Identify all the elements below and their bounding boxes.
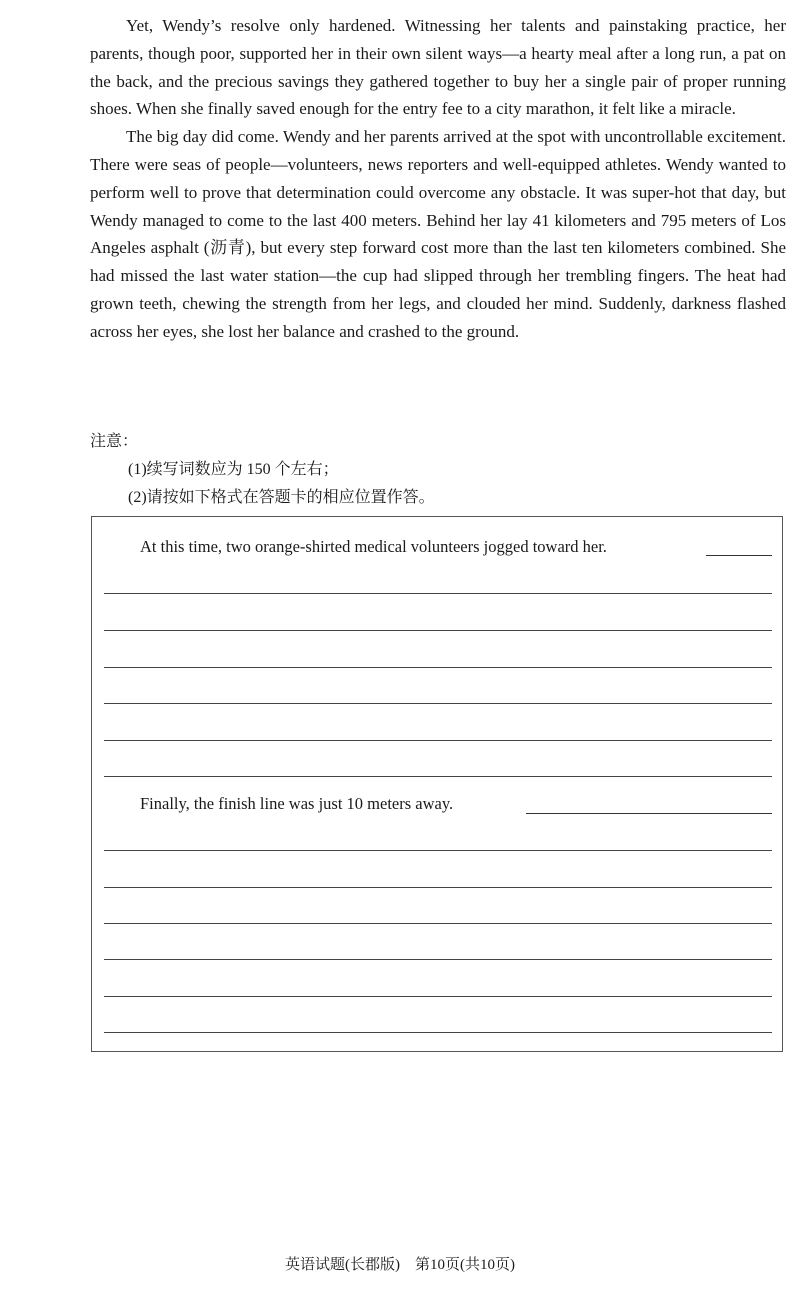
answer-line[interactable]	[104, 776, 772, 777]
instruction-word-count: (1)续写词数应为 150 个左右；	[128, 461, 339, 478]
passage-paragraph-2: The big day did come. Wendy and her parents arrived at the spot with uncontrollable excitement. There were seas of people—volunteers, news reporters and well-equipped athletes. Wendy wanted to perform well to prove that determination could overcome any obstacle. It was super-hot that day, but Wendy managed to come to the last 400 meters. Behind her lay 41 kilometers and 795 meters of Los Angeles asphalt (沥青), but every step forward cost more than the last ten kilometers combined. She had missed the last water station—the cup had slipped through her trembling fingers. The heat had grown teeth, chewing the strength from her legs, and clouded her mind. Suddenly, darkness flashed across her eyes, she lost her balance and crashed to the ground.	[90, 127, 786, 341]
answer-line[interactable]	[104, 740, 772, 741]
instructions	[90, 428, 786, 512]
answer-line[interactable]	[104, 667, 772, 668]
prompt-1-blank[interactable]	[706, 555, 772, 556]
answer-line[interactable]	[104, 703, 772, 704]
instruction-format: (2)请按如下格式在答题卡的相应位置作答。	[128, 489, 435, 506]
answer-line[interactable]	[104, 1032, 772, 1033]
answer-line[interactable]	[104, 887, 772, 888]
answer-box	[91, 516, 783, 1052]
answer-line[interactable]	[104, 959, 772, 960]
answer-line[interactable]	[104, 593, 772, 594]
prompt-2-blank[interactable]	[526, 813, 772, 814]
answer-line[interactable]	[104, 923, 772, 924]
reading-passage	[90, 12, 786, 346]
answer-line[interactable]	[104, 996, 772, 997]
continuation-prompt-1: At this time, two orange-shirted medical volunteers jogged toward her.	[140, 537, 607, 556]
answer-line[interactable]	[104, 850, 772, 851]
passage-paragraph-1: Yet, Wendy’s resolve only hardened. Witnessing her talents and painstaking practice, her parents, though poor, supported her in their own silent ways—a hearty meal after a long run, a pat on the back, and the precious savings they gathered together to buy her a single pair of proper running shoes. When she finally saved enough for the entry fee to a city marathon, it felt like a miracle.	[90, 16, 786, 119]
instructions-heading: 注意：	[90, 433, 139, 450]
answer-line[interactable]	[104, 630, 772, 631]
continuation-prompt-2: Finally, the finish line was just 10 meters away.	[140, 794, 454, 813]
page-footer: 英语试题(长郡版) 第10页(共10页)	[285, 1257, 515, 1273]
